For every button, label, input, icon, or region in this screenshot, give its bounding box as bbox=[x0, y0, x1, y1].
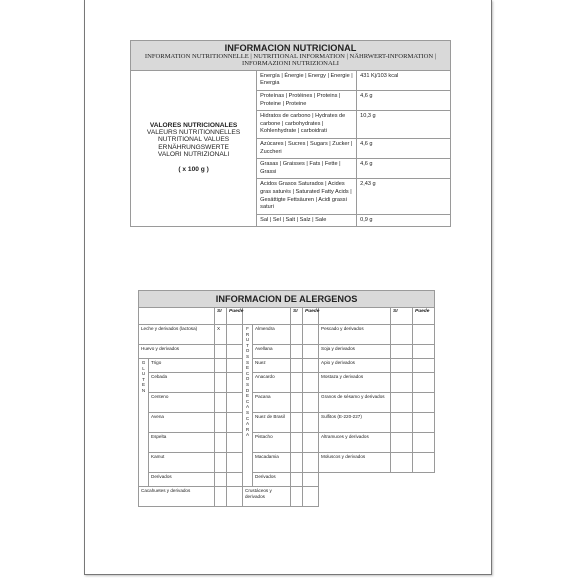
allergen-gluten: Derivados bbox=[149, 473, 215, 487]
nutrient-value: 431 Kj/103 kcal bbox=[357, 70, 451, 90]
nutrient-value: 4,6 g bbox=[357, 138, 451, 158]
nutrition-left-label-3: NUTRITIONAL VALUES bbox=[158, 136, 230, 144]
allergen-cell bbox=[391, 453, 413, 473]
allergen-fruto: Derivados bbox=[253, 473, 291, 487]
nutrient-label: Hidratos de carbono | Hydrates de carbone | carbohydrates | Kohlenhydrate | carboidrati bbox=[257, 111, 357, 139]
allergen-fruto: Nuez de Brasil bbox=[253, 413, 291, 433]
nutrient-label: Energía | Énergie | Energy | Energie | Energia bbox=[257, 70, 357, 90]
allergen-cell bbox=[291, 433, 303, 453]
allergen-cell bbox=[227, 373, 243, 393]
allergen-cell bbox=[413, 325, 435, 345]
allergen-cell bbox=[227, 433, 243, 453]
allergen-cell bbox=[391, 359, 413, 373]
allergen-title: INFORMACION DE ALERGENOS bbox=[139, 291, 435, 308]
allergen-gluten: Centeno bbox=[149, 393, 215, 413]
allergen-cell bbox=[303, 433, 319, 453]
nutrient-value: 4,6 g bbox=[357, 91, 451, 111]
allergen-cell bbox=[303, 325, 319, 345]
allergen-cell bbox=[391, 345, 413, 359]
nutrient-label: Grasas | Graisses | Fats | Fette | Grassi bbox=[257, 159, 357, 179]
nutrient-label: Acidos Grasos Saturados | Acides gras saturés | Saturated Fatty Acids | Gesättigte Fettsäuren | Acidi grassi saturi bbox=[257, 179, 357, 214]
allergen-cell bbox=[227, 325, 243, 345]
allergen-cell bbox=[413, 393, 435, 413]
nutrition-title-cell bbox=[131, 41, 451, 71]
empty-area bbox=[319, 473, 435, 487]
allergen-right: Apio y derivados bbox=[319, 359, 391, 373]
allergen-cell bbox=[413, 413, 435, 433]
frutos-secos-vertical-label: FRUTOS SECOS DE CASCARA bbox=[243, 325, 253, 487]
allergen-cell bbox=[413, 453, 435, 473]
header-si: SI bbox=[215, 308, 227, 325]
nutrient-value: 10,3 g bbox=[357, 111, 451, 139]
allergen-cell bbox=[303, 345, 319, 359]
allergen-cell bbox=[303, 393, 319, 413]
allergen-fruto: Almendra bbox=[253, 325, 291, 345]
nutrient-value: 0,9 g bbox=[357, 214, 451, 227]
empty-area bbox=[319, 487, 435, 507]
header-si: SI bbox=[391, 308, 413, 325]
allergen-gluten: Trigo bbox=[149, 359, 215, 373]
allergen-cell bbox=[215, 413, 227, 433]
header-blank bbox=[243, 308, 291, 325]
allergen-cell bbox=[413, 373, 435, 393]
nutrient-label: Sal | Sel | Salt | Salz | Sale bbox=[257, 214, 357, 227]
allergen-cell bbox=[215, 345, 227, 359]
allergen-fruto: Macadamia bbox=[253, 453, 291, 473]
allergen-cacahuetes: Cacahuetes y derivados bbox=[139, 487, 215, 507]
allergen-cell bbox=[291, 393, 303, 413]
allergen-cell bbox=[291, 373, 303, 393]
nutrition-left-label bbox=[131, 70, 257, 227]
allergen-fruto: Pacana bbox=[253, 393, 291, 413]
allergen-fruto: Pistacho bbox=[253, 433, 291, 453]
allergen-cell bbox=[391, 325, 413, 345]
header-blank bbox=[319, 308, 391, 325]
header-si: SI bbox=[291, 308, 303, 325]
allergen-cell bbox=[413, 345, 435, 359]
allergen-cell bbox=[227, 359, 243, 373]
allergen-huevo: Huevo y derivados bbox=[139, 345, 215, 359]
allergen-cell bbox=[227, 413, 243, 433]
allergen-gluten: Espelta bbox=[149, 433, 215, 453]
nutrient-label: Proteínas | Protéines | Proteins | Proteine | Proteine bbox=[257, 91, 357, 111]
header-puede: Puede bbox=[227, 308, 243, 325]
nutrition-table bbox=[130, 40, 451, 227]
nutrition-subtitle: INFORMATION NUTRITIONNELLE | NUTRITIONAL INFORMATION | NÄHRWERT-INFORMATION | INFORMAZIONI NUTRIZIONALI bbox=[144, 53, 437, 68]
allergen-cell bbox=[303, 487, 319, 507]
allergen-cell bbox=[215, 373, 227, 393]
allergen-cell bbox=[227, 453, 243, 473]
allergen-cell bbox=[227, 393, 243, 413]
allergen-cell bbox=[291, 413, 303, 433]
allergen-cell bbox=[215, 453, 227, 473]
allergen-cell bbox=[391, 413, 413, 433]
allergen-cell bbox=[291, 345, 303, 359]
nutrition-left-label-4: ERNÄHRUNGSWERTE bbox=[158, 143, 229, 151]
nutrition-left-label-1: VALORES NUTRICIONALES bbox=[149, 121, 238, 129]
allergen-right: Granos de sésamo y derivados bbox=[319, 393, 391, 413]
allergen-cell bbox=[215, 433, 227, 453]
allergen-cell bbox=[391, 373, 413, 393]
allergen-cell bbox=[303, 453, 319, 473]
allergen-cell bbox=[215, 473, 227, 487]
nutrition-left-label-5: VALORI NUTRIZIONALI bbox=[157, 150, 230, 158]
header-puede: Puede bbox=[413, 308, 435, 325]
allergen-cell bbox=[391, 393, 413, 413]
allergen-cell bbox=[291, 325, 303, 345]
allergen-gluten: Avena bbox=[149, 413, 215, 433]
allergen-fruto: Nuez bbox=[253, 359, 291, 373]
allergen-cell bbox=[227, 487, 243, 507]
nutrition-left-label-2: VALEURS NUTRITIONNELLES bbox=[146, 129, 241, 137]
nutrition-title: INFORMACION NUTRICIONAL bbox=[224, 43, 357, 53]
allergen-fruto: Anacardo bbox=[253, 373, 291, 393]
allergen-right: Soja y derivados bbox=[319, 345, 391, 359]
allergen-cell bbox=[303, 359, 319, 373]
allergen-cell bbox=[291, 359, 303, 373]
allergen-fruto: Avellana bbox=[253, 345, 291, 359]
allergen-cell bbox=[391, 433, 413, 453]
gluten-vertical-label: GLUTEN bbox=[139, 359, 149, 487]
nutrition-per-label: ( x 100 g ) bbox=[178, 165, 209, 173]
allergen-cell bbox=[291, 473, 303, 487]
allergen-crustaceos: Crustáceos y derivados bbox=[243, 487, 291, 507]
header-puede: Puede bbox=[303, 308, 319, 325]
allergen-cell bbox=[215, 359, 227, 373]
allergen-gluten: Cebada bbox=[149, 373, 215, 393]
allergen-cell bbox=[215, 487, 227, 507]
allergen-table bbox=[138, 290, 435, 507]
allergen-cell bbox=[413, 433, 435, 453]
allergen-cell bbox=[413, 359, 435, 373]
allergen-leche: Leche y derivados (lactosa) bbox=[139, 325, 215, 345]
allergen-cell bbox=[215, 393, 227, 413]
allergen-right: Moluscos y derivados bbox=[319, 453, 391, 473]
allergen-cell bbox=[303, 473, 319, 487]
allergen-gluten: Kamut bbox=[149, 453, 215, 473]
allergen-cell bbox=[291, 487, 303, 507]
allergen-leche-si: X bbox=[215, 325, 227, 345]
allergen-cell bbox=[227, 473, 243, 487]
nutrient-value: 4,6 g bbox=[357, 159, 451, 179]
allergen-cell bbox=[303, 413, 319, 433]
allergen-cell bbox=[303, 373, 319, 393]
allergen-right: Altramuces y derivados bbox=[319, 433, 391, 453]
allergen-right: Pescado y derivados bbox=[319, 325, 391, 345]
allergen-right: Mostaza y derivados bbox=[319, 373, 391, 393]
allergen-cell bbox=[227, 345, 243, 359]
allergen-right: Sulfitos (E-220-227) bbox=[319, 413, 391, 433]
allergen-cell bbox=[291, 453, 303, 473]
header-blank bbox=[139, 308, 215, 325]
nutrient-value: 2,43 g bbox=[357, 179, 451, 214]
nutrient-label: Azúcares | Sucres | Sugars | Zucker | Zuccheri bbox=[257, 138, 357, 158]
